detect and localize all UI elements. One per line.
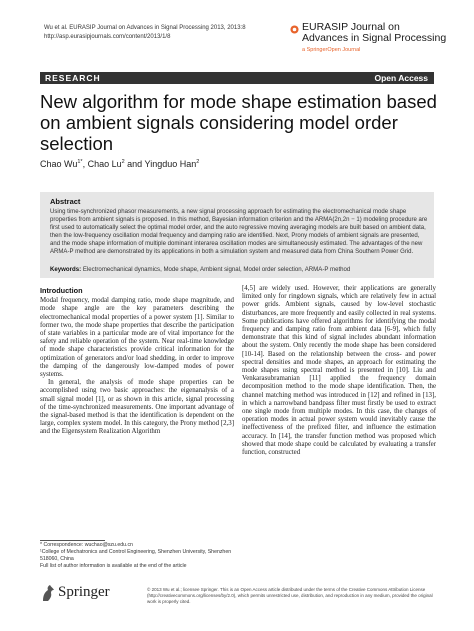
license-statement: © 2013 Wu et al.; licensee Springer. This is an Open Access article distributed under the terms of the Creative Commons Attribution License (http://creativecommons.org/licenses/by/2.0), which permits unrestricted use, distribution, and reproduction in any medium, provided the original work is properly cited. — [147, 587, 433, 604]
running-header — [44, 24, 246, 42]
author-list — [40, 159, 199, 169]
publisher-name: Springer — [58, 584, 110, 600]
author-affiliation-mark: 2 — [196, 159, 200, 165]
footnotes — [40, 542, 234, 570]
footnote-divider — [40, 540, 105, 541]
author-info-note: Full list of author information is available at the end of the article — [40, 563, 187, 569]
author-name: Chao Wu — [40, 159, 78, 169]
author-separator: , — [82, 159, 88, 169]
abstract-box — [40, 192, 434, 278]
body-column-right — [242, 285, 436, 457]
author-affiliation-mark: 1* — [77, 159, 83, 165]
author-name: Yingduo Han — [144, 159, 197, 169]
body-paragraph: In general, the analysis of mode shape properties can be accomplished using two basic approaches: the eigenanalysis of a small signal model [1], or as shown in this article, signal processing of the time-synchronized measurements. One important advantage of the signal-based method is that the identification is dependent on the large, complex system model. In this category, the Prony method [2,3] and the Eigensystem Realization Algorithm — [40, 379, 234, 436]
open-access-label: Open Access — [374, 73, 428, 83]
body-paragraph: Modal frequency, modal damping ratio, mode shape magnitude, and mode shape angle are the key parameters describing the electromechanical modal properties of a power system [1]. Similar to former two, the mode shape properties that describe the participation of state variables in a particular mode are of vital importance for the safety and reliable operation of the system. Near real-time knowledge of mode shape characteristics provide critical information for the optimization of generators and/or load shedding, in order to improve the damping of the dangerously low-damped modes of power systems. — [40, 297, 234, 379]
body-paragraph: [4,5] are widely used. However, their applications are generally limited only for ringdown signals, which are relatively few in actual power grids. Ambient signals, caused by low-level stochastic disturbances, are more frequently and easily collected in real systems. Some publications have offered algorithms for identifying the modal frequency and damping ratio from ambient data [6-9], which fully demonstrate that this kind of signal includes abundant information about the system. Only recently the mode shape has been considered [10-14]. Based on the relationship between the cross- and power spectral densities and mode shapes, an approach for estimating the mode shapes using spectral method is presented in [10]. Liu and Venkarasubramanian [11] applied the frequency domain decomposition method to the mode shape identification. Then, the channel matching method was introduced in [12] and refined in [13], in which a narrowband bandpass filter must firstly be used to extract one single mode from multiple modes. In this case, the changes of operation modes in actual power system would inevitably cause the ineffectiveness of the prefixed filter, and influence the estimation accuracy. In [14], the transfer function method was proposed which showed that mode shape could be calculated by evaluating a transfer function, constructed — [242, 285, 436, 457]
citation-line: Wu et al. EURASIP Journal on Advances in Signal Processing 2013, 2013:8 — [44, 25, 246, 31]
article-type-label: RESEARCH — [45, 73, 101, 83]
section-heading-introduction: Introduction — [40, 286, 83, 295]
springer-horse-icon — [40, 584, 56, 602]
journal-subtitle: a SpringerOpen Journal — [302, 47, 361, 53]
author-separator: and — [124, 159, 145, 169]
abstract-text: Using time-synchronized phasor measurements, a new signal processing approach for estimating the electromechanical mode shape properties from ambient signals is proposed. In this method, Bayesian information criterion and the ARMA(2n,2n − 1) modeling procedure are first used to automatically select the optimal model order, and the auto regressive moving averaging models are built based on ambient data, then the low-frequency oscillation modal frequency and damping ratio are identified. Next, Prony models of ambient signals are presented, and the mode shape information of multiple dominant interarea oscillation modes are simultaneously estimated. The advantages of the new ARMA-P method are demonstrated by its applications in both a simulation system and measured data from China Southern Power Grid. — [50, 209, 428, 255]
author-name: Chao Lu — [87, 159, 122, 169]
abstract-heading: Abstract — [50, 197, 81, 206]
journal-name-line2: Advances in Signal Processing — [302, 32, 447, 44]
keywords-label: Keywords: — [50, 266, 82, 273]
article-title: New algorithm for mode shape estimation based on ambient signals considering model order selection — [40, 91, 437, 154]
correspondence-note: * Correspondence: wuchao@szu.edu.cn — [40, 542, 133, 548]
body-column-left — [40, 287, 234, 437]
article-url[interactable]: http://asp.eurasipjournals.com/content/2013/1/8 — [44, 34, 171, 40]
keywords-list: Electromechanical dynamics, Mode shape, Ambient signal, Model order selection, ARMA-P method — [81, 266, 351, 273]
author-affiliation-mark: 2 — [121, 159, 125, 165]
eurasip-logo-icon — [290, 25, 299, 34]
affiliation-note: ¹College of Mechatronics and Control Engineering, Shenzhen University, Shenzhen 518060, China — [40, 549, 232, 562]
article-type-banner — [40, 72, 434, 84]
keywords-line — [50, 266, 430, 273]
journal-name-line1: EURASIP Journal on — [302, 21, 400, 33]
